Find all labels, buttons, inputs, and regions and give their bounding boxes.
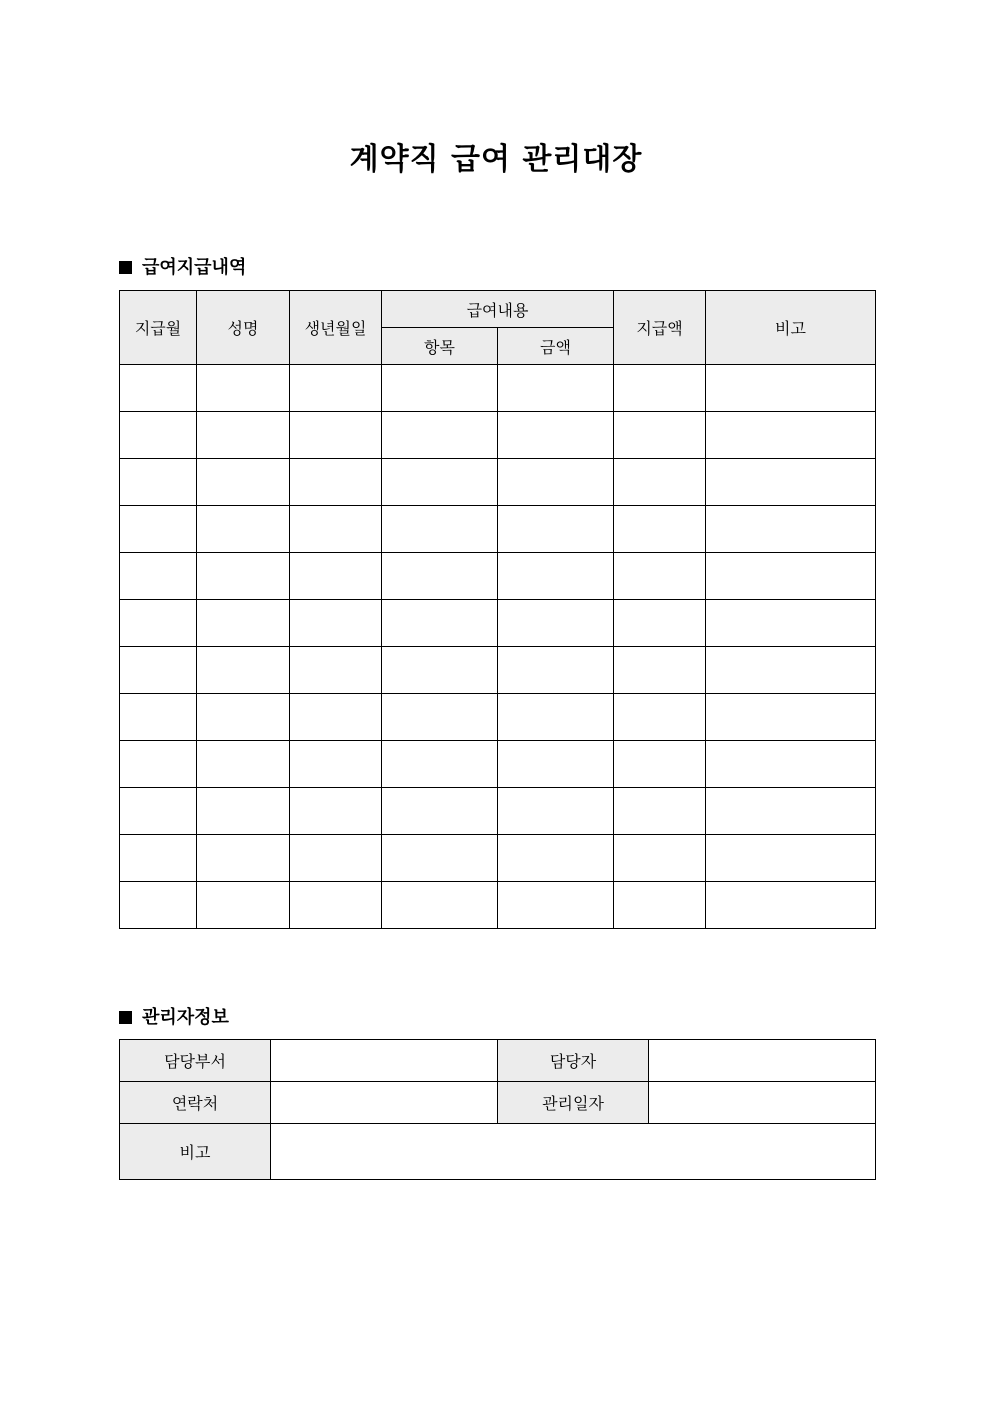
- label-remarks: 비고: [120, 1124, 271, 1180]
- remarks-cell[interactable]: [706, 741, 876, 788]
- amount-cell[interactable]: [498, 882, 614, 929]
- month-cell[interactable]: [120, 412, 197, 459]
- header-item: 항목: [382, 328, 498, 365]
- paid-amount-cell[interactable]: [614, 741, 706, 788]
- name-cell[interactable]: [197, 412, 290, 459]
- paid-amount-cell[interactable]: [614, 647, 706, 694]
- birthdate-cell[interactable]: [290, 600, 382, 647]
- paid-amount-cell[interactable]: [614, 694, 706, 741]
- remarks-cell[interactable]: [706, 459, 876, 506]
- square-bullet-icon: [119, 1011, 132, 1024]
- name-cell[interactable]: [197, 647, 290, 694]
- paid-amount-cell[interactable]: [614, 835, 706, 882]
- item-cell[interactable]: [382, 506, 498, 553]
- paid-amount-cell[interactable]: [614, 365, 706, 412]
- amount-cell[interactable]: [498, 647, 614, 694]
- header-amount: 금액: [498, 328, 614, 365]
- label-person-in-charge: 담당자: [498, 1040, 649, 1082]
- birthdate-cell[interactable]: [290, 365, 382, 412]
- remarks-cell[interactable]: [706, 365, 876, 412]
- document-title: 계약직 급여 관리대장: [349, 142, 643, 177]
- paid-amount-cell[interactable]: [614, 600, 706, 647]
- paid-amount-cell[interactable]: [614, 412, 706, 459]
- birthdate-cell[interactable]: [290, 553, 382, 600]
- header-name: 성명: [197, 291, 290, 365]
- month-cell[interactable]: [120, 600, 197, 647]
- table-row: [120, 694, 876, 741]
- name-cell[interactable]: [197, 365, 290, 412]
- name-cell[interactable]: [197, 459, 290, 506]
- header-paid-amount: 지급액: [614, 291, 706, 365]
- table-row: [120, 459, 876, 506]
- table-row: [120, 647, 876, 694]
- birthdate-cell[interactable]: [290, 694, 382, 741]
- item-cell[interactable]: [382, 647, 498, 694]
- person-in-charge-field[interactable]: [649, 1040, 876, 1082]
- label-contact: 연락처: [120, 1082, 271, 1124]
- month-cell[interactable]: [120, 553, 197, 600]
- table-row: [120, 835, 876, 882]
- month-cell[interactable]: [120, 741, 197, 788]
- birthdate-cell[interactable]: [290, 882, 382, 929]
- item-cell[interactable]: [382, 882, 498, 929]
- birthdate-cell[interactable]: [290, 741, 382, 788]
- name-cell[interactable]: [197, 882, 290, 929]
- header-month: 지급월: [120, 291, 197, 365]
- item-cell[interactable]: [382, 741, 498, 788]
- remarks-cell[interactable]: [706, 882, 876, 929]
- month-cell[interactable]: [120, 788, 197, 835]
- amount-cell[interactable]: [498, 835, 614, 882]
- remarks-cell[interactable]: [706, 412, 876, 459]
- item-cell[interactable]: [382, 788, 498, 835]
- table-row: [120, 600, 876, 647]
- manager-table: [119, 1039, 876, 1180]
- name-cell[interactable]: [197, 694, 290, 741]
- department-field[interactable]: [271, 1040, 498, 1082]
- table-row: [120, 788, 876, 835]
- amount-cell[interactable]: [498, 788, 614, 835]
- name-cell[interactable]: [197, 741, 290, 788]
- month-cell[interactable]: [120, 835, 197, 882]
- header-birthdate: 생년월일: [290, 291, 382, 365]
- item-cell[interactable]: [382, 412, 498, 459]
- birthdate-cell[interactable]: [290, 835, 382, 882]
- paid-amount-cell[interactable]: [614, 882, 706, 929]
- payment-section-heading: [119, 253, 246, 279]
- manager-section-title: 관리자정보: [142, 1007, 229, 1028]
- remarks-cell[interactable]: [706, 788, 876, 835]
- label-department: 담당부서: [120, 1040, 271, 1082]
- header-pay-details: 급여내용: [382, 291, 614, 328]
- name-cell[interactable]: [197, 835, 290, 882]
- management-date-field[interactable]: [649, 1082, 876, 1124]
- label-management-date: 관리일자: [498, 1082, 649, 1124]
- month-cell[interactable]: [120, 506, 197, 553]
- amount-cell[interactable]: [498, 741, 614, 788]
- name-cell[interactable]: [197, 553, 290, 600]
- table-row: [120, 506, 876, 553]
- month-cell[interactable]: [120, 694, 197, 741]
- table-row: [120, 882, 876, 929]
- remarks-cell[interactable]: [706, 835, 876, 882]
- name-cell[interactable]: [197, 788, 290, 835]
- payment-table-body: [120, 365, 876, 929]
- header-remarks: 비고: [706, 291, 876, 365]
- item-cell[interactable]: [382, 459, 498, 506]
- paid-amount-cell[interactable]: [614, 788, 706, 835]
- birthdate-cell[interactable]: [290, 788, 382, 835]
- manager-section-heading: [119, 1003, 229, 1029]
- payment-section-title: 급여지급내역: [142, 257, 247, 278]
- amount-cell[interactable]: [498, 600, 614, 647]
- table-row: [120, 412, 876, 459]
- birthdate-cell[interactable]: [290, 459, 382, 506]
- amount-cell[interactable]: [498, 694, 614, 741]
- paid-amount-cell[interactable]: [614, 459, 706, 506]
- remarks-cell[interactable]: [706, 694, 876, 741]
- amount-cell[interactable]: [498, 412, 614, 459]
- remarks-field[interactable]: [271, 1124, 876, 1180]
- birthdate-cell[interactable]: [290, 412, 382, 459]
- month-cell[interactable]: [120, 365, 197, 412]
- name-cell[interactable]: [197, 506, 290, 553]
- table-row: [120, 741, 876, 788]
- birthdate-cell[interactable]: [290, 506, 382, 553]
- payment-table: [119, 290, 876, 929]
- item-cell[interactable]: [382, 600, 498, 647]
- square-bullet-icon: [119, 261, 132, 274]
- remarks-cell[interactable]: [706, 647, 876, 694]
- amount-cell[interactable]: [498, 459, 614, 506]
- table-row: [120, 553, 876, 600]
- table-row: [120, 365, 876, 412]
- remarks-cell[interactable]: [706, 506, 876, 553]
- month-cell[interactable]: [120, 459, 197, 506]
- paid-amount-cell[interactable]: [614, 553, 706, 600]
- item-cell[interactable]: [382, 694, 498, 741]
- item-cell[interactable]: [382, 835, 498, 882]
- item-cell[interactable]: [382, 553, 498, 600]
- amount-cell[interactable]: [498, 553, 614, 600]
- amount-cell[interactable]: [498, 506, 614, 553]
- paid-amount-cell[interactable]: [614, 506, 706, 553]
- name-cell[interactable]: [197, 600, 290, 647]
- amount-cell[interactable]: [498, 365, 614, 412]
- remarks-cell[interactable]: [706, 553, 876, 600]
- birthdate-cell[interactable]: [290, 647, 382, 694]
- month-cell[interactable]: [120, 647, 197, 694]
- remarks-cell[interactable]: [706, 600, 876, 647]
- month-cell[interactable]: [120, 882, 197, 929]
- item-cell[interactable]: [382, 365, 498, 412]
- contact-field[interactable]: [271, 1082, 498, 1124]
